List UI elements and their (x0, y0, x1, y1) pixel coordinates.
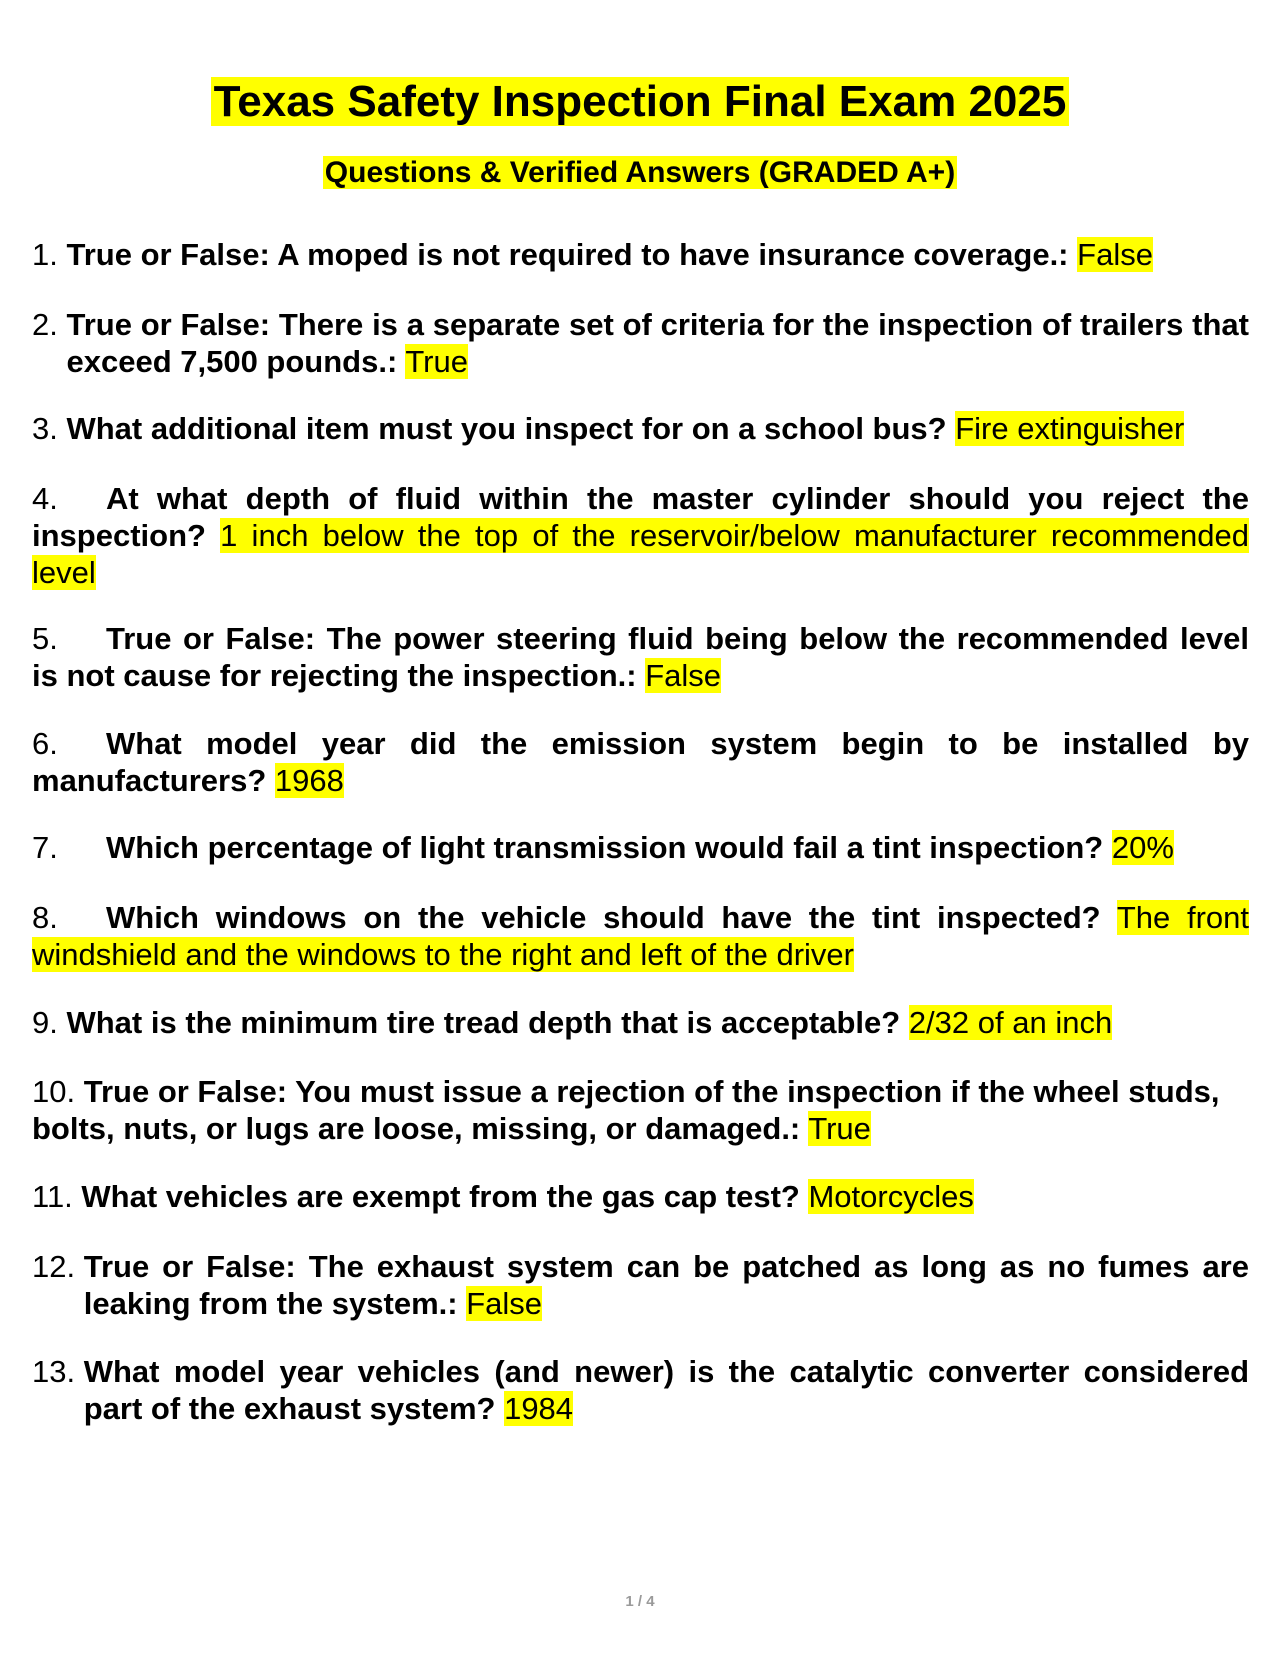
question-3 (32, 410, 1249, 447)
question-text: What is the minimum tire tread depth that is acceptable? (66, 1005, 901, 1040)
question-text: Which percentage of light transmission would fail a tint inspection? (106, 830, 1104, 865)
answer-text: False (645, 658, 722, 693)
question-text: What vehicles are exempt from the gas cap test? (81, 1179, 800, 1214)
question-number: 7. (32, 830, 58, 865)
answer-text: The front windshield and the windows to the right and left of the driver (32, 900, 1249, 972)
question-11 (32, 1178, 1249, 1215)
question-text: At what depth of fluid within the master cylinder should you reject the inspection? (32, 481, 1249, 553)
question-text: What model year vehicles (and newer) is the catalytic converter considered part of the exhaust system? (83, 1354, 1249, 1426)
question-number: 2. (32, 307, 58, 342)
answer-text: 1968 (274, 763, 344, 798)
question-text: True or False: The exhaust system can be patched as long as no fumes are leaking from the system.: (83, 1249, 1249, 1321)
question-number: 3. (32, 411, 58, 446)
question-9 (32, 1004, 1249, 1041)
answer-text: True (405, 344, 468, 379)
answer-text: True (808, 1111, 871, 1146)
question-number: 4. (32, 481, 58, 516)
question-7 (32, 829, 1249, 866)
question-text: Which windows on the vehicle should have the tint inspected? (106, 900, 1101, 935)
question-number: 11. (32, 1179, 73, 1214)
question-number: 8. (32, 900, 58, 935)
question-text: True or False: There is a separate set of criteria for the inspection of trailers that exceed 7,500 pounds.: (66, 307, 1249, 379)
question-5 (32, 620, 1249, 694)
question-text: True or False: You must issue a rejection of the inspection if the wheel studs, bolts, nuts, or lugs are loose, missing, or damaged.: (32, 1074, 1220, 1146)
answer-text: False (466, 1286, 543, 1321)
question-text: True or False: A moped is not required to have insurance coverage.: (66, 237, 1069, 272)
question-number: 13. (32, 1354, 76, 1389)
question-2 (32, 306, 1249, 380)
title-block (0, 74, 1280, 130)
question-number: 1. (32, 237, 58, 272)
question-6 (32, 725, 1249, 799)
question-8 (32, 899, 1249, 973)
question-1 (32, 236, 1249, 273)
question-number: 5. (32, 621, 58, 656)
question-number: 10. (32, 1074, 76, 1109)
question-text: What model year did the emission system begin to be installed by manufacturers? (32, 726, 1249, 798)
answer-text: 1984 (504, 1391, 574, 1426)
answer-text: 20% (1111, 830, 1174, 865)
question-10 (32, 1073, 1222, 1147)
page-indicator: 1 / 4 (625, 1593, 655, 1610)
question-13 (32, 1353, 1249, 1427)
answer-text: 2/32 of an inch (908, 1005, 1113, 1040)
document-subtitle: Questions & Verified Answers (GRADED A+) (324, 156, 956, 189)
answer-text: False (1077, 237, 1153, 272)
question-number: 12. (32, 1249, 76, 1284)
question-12 (32, 1248, 1249, 1322)
question-text: What additional item must you inspect for on a school bus? (66, 411, 947, 446)
subtitle-block (0, 154, 1280, 192)
answer-text: Fire extinguisher (955, 411, 1185, 446)
question-number: 6. (32, 726, 58, 761)
question-number: 9. (32, 1005, 58, 1040)
question-4 (32, 480, 1249, 591)
question-text: True or False: The power steering fluid being below the recommended level is not cause for rejecting the inspection.: (32, 621, 1249, 693)
answer-text: 1 inch below the top of the reservoir/below manufacturer recommended level (32, 518, 1249, 590)
answer-text: Motorcycles (808, 1179, 974, 1214)
document-title: Texas Safety Inspection Final Exam 2025 (211, 77, 1070, 126)
